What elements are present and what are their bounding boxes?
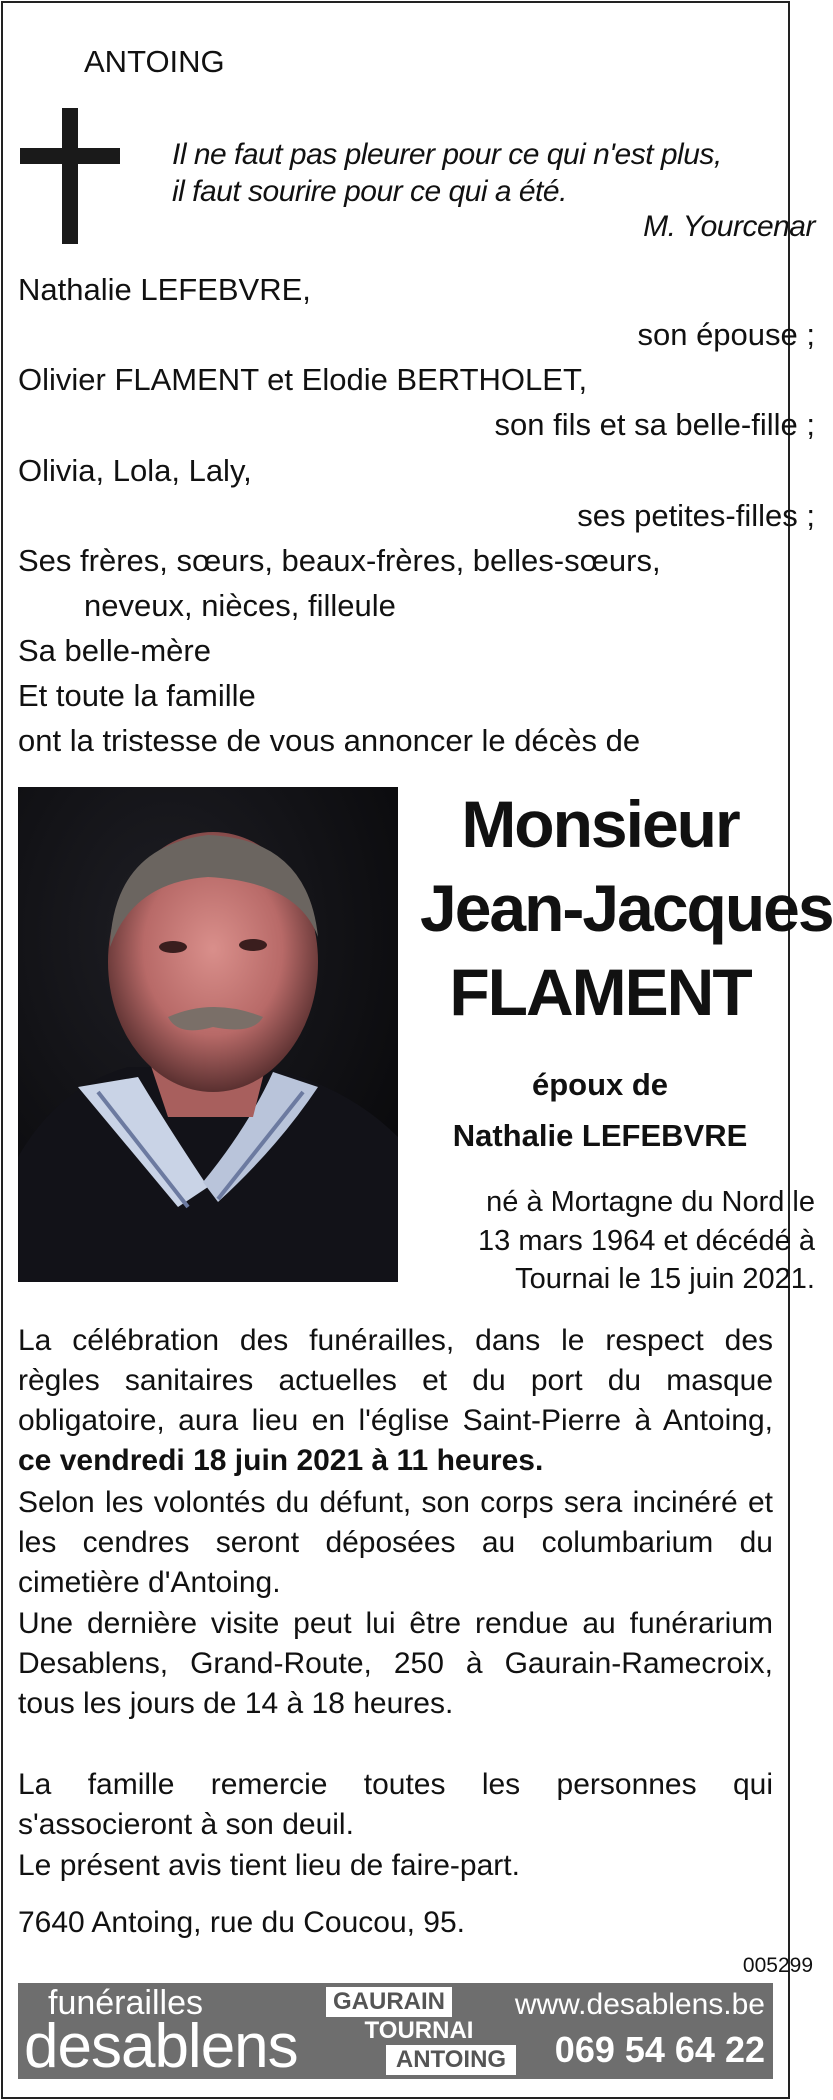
deceased-first-name: Jean-Jacques xyxy=(420,871,833,945)
family-line: ses petites-filles ; xyxy=(577,498,815,533)
quote-line-1: Il ne faut pas pleurer pour ce qui n'est plus, xyxy=(172,138,722,171)
deceased-title: Monsieur xyxy=(461,787,739,861)
birth-line: 13 mars 1964 et décédé à xyxy=(478,1225,815,1257)
spouse-label: époux de xyxy=(531,1067,669,1102)
birth-line: né à Mortagne du Nord le xyxy=(486,1186,815,1218)
quote-author: M. Yourcenar xyxy=(643,210,815,243)
family-line: neveux, nièces, filleule xyxy=(84,588,396,623)
location-tournai: TOURNAI xyxy=(364,2017,474,2044)
birth-line: Tournai le 15 juin 2021. xyxy=(515,1263,815,1295)
brand-logo: desablens xyxy=(24,2012,298,2081)
announcement-line: ont la tristesse de vous annoncer le décès de xyxy=(18,723,641,758)
brand-small: funérailles xyxy=(48,1984,203,2022)
ceremony-text: La célébration des funérailles, dans le respect des règles sanitaires actuelles et du port du masque obligatoire, aura lieu en l'église Saint-Pierre à Antoing, xyxy=(18,1324,773,1437)
ceremony-date: ce vendredi 18 juin 2021 à 11 heures. xyxy=(18,1444,544,1477)
phone-number[interactable]: 069 54 64 22 xyxy=(554,2029,765,2070)
cremation-paragraph: Selon les volontés du défunt, son corps sera incinéré et les cendres seront déposées au columbarium du cimetière d'Antoing. xyxy=(18,1486,773,1599)
thanks-paragraph: La famille remercie toutes les personnes qui s'associeront à son deuil. xyxy=(18,1768,773,1841)
family-line: Olivia, Lola, Laly, xyxy=(18,453,252,488)
spouse-name: Nathalie LEFEBVRE xyxy=(452,1118,748,1153)
family-line: Et toute la famille xyxy=(18,678,256,713)
family-line: Ses frères, sœurs, beaux-frères, belles-sœurs, xyxy=(18,543,661,578)
family-address: 7640 Antoing, rue du Coucou, 95. xyxy=(18,1906,466,1939)
location-gaurain: GAURAIN xyxy=(326,1987,452,2017)
deceased-photo xyxy=(18,787,398,1282)
family-line: Nathalie LEFEBVRE, xyxy=(18,272,311,307)
town-heading: ANTOING xyxy=(84,44,225,79)
location-antoing: ANTOING xyxy=(386,2045,516,2075)
funeral-home-banner xyxy=(18,1983,773,2079)
website-link[interactable]: www.desablens.be xyxy=(514,1988,765,2021)
ceremony-paragraph xyxy=(18,1321,773,1481)
reference-number: 005299 xyxy=(742,1954,813,1977)
notice-paragraph: Le présent avis tient lieu de faire-part. xyxy=(18,1849,520,1882)
family-line: son fils et sa belle-fille ; xyxy=(494,407,815,442)
visit-paragraph: Une dernière visite peut lui être rendue au funérarium Desablens, Grand-Route, 250 à Gaurain-Ramecroix, tous les jours de 14 à 18 heures. xyxy=(18,1607,773,1720)
family-line: Olivier FLAMENT et Elodie BERTHOLET, xyxy=(18,362,588,397)
deceased-last-name: FLAMENT xyxy=(449,955,751,1029)
family-line: Sa belle-mère xyxy=(18,633,211,668)
family-line: son épouse ; xyxy=(637,317,815,352)
quote-line-2: il faut sourire pour ce qui a été. xyxy=(172,175,567,208)
